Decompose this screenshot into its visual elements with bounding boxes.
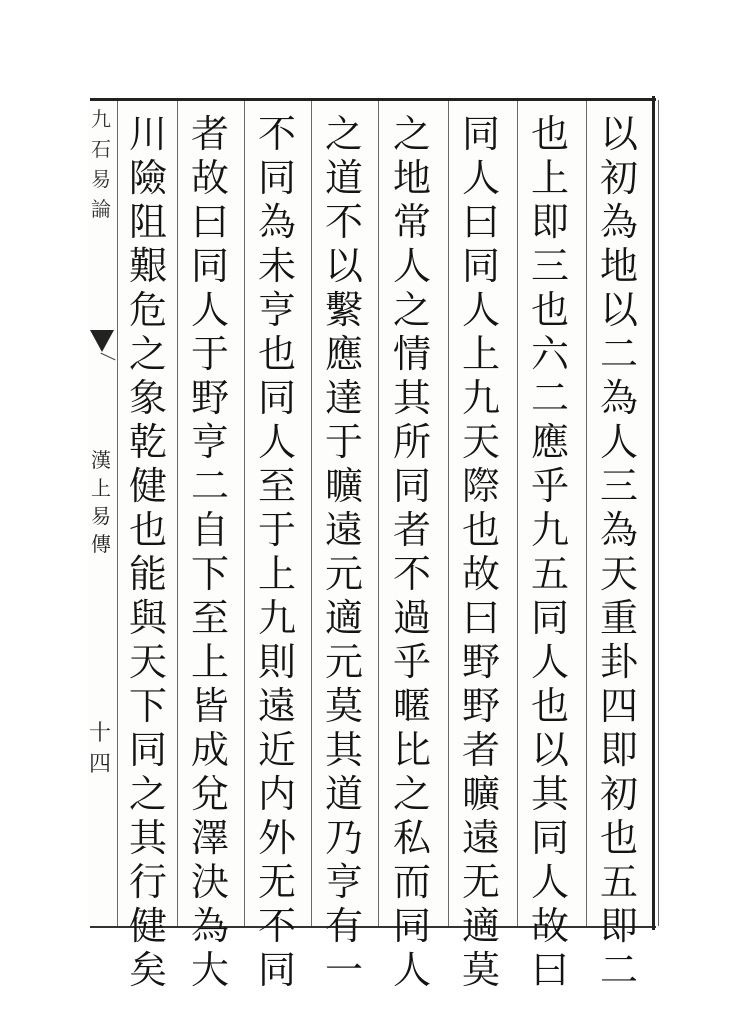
glyph: 兌 <box>190 772 229 816</box>
glyph: 遠 <box>324 508 363 552</box>
glyph: 道 <box>324 156 363 200</box>
glyph: 曠 <box>324 464 363 508</box>
glyph: 為 <box>599 376 638 420</box>
glyph: 元 <box>324 552 363 596</box>
glyph: 阻 <box>128 200 167 244</box>
glyph: 者 <box>392 508 431 552</box>
glyph: 内 <box>257 772 296 816</box>
glyph: 同 <box>257 376 296 420</box>
glyph: 至 <box>190 596 229 640</box>
glyph: 也 <box>599 816 638 860</box>
glyph: 野 <box>190 376 229 420</box>
glyph: 九 <box>461 376 500 420</box>
glyph: 外 <box>257 816 296 860</box>
glyph: 遠 <box>461 816 500 860</box>
glyph: 地 <box>392 156 431 200</box>
glyph: 同 <box>128 728 167 772</box>
glyph: 九 <box>530 508 569 552</box>
glyph: 健 <box>128 464 167 508</box>
glyph: 其 <box>128 816 167 860</box>
glyph: 乃 <box>324 816 363 860</box>
glyph: 下 <box>190 552 229 596</box>
glyph: 至 <box>257 464 296 508</box>
margin-book-title <box>90 446 112 558</box>
glyph: 天 <box>461 420 500 464</box>
glyph: 六 <box>530 332 569 376</box>
glyph: 不 <box>257 112 296 156</box>
glyph: 故 <box>461 552 500 596</box>
glyph: 莫 <box>461 948 500 992</box>
glyph: 地 <box>599 244 638 288</box>
glyph: 一 <box>324 948 363 992</box>
glyph: 應 <box>324 332 363 376</box>
glyph: 皆 <box>190 684 229 728</box>
glyph: 以 <box>599 112 638 156</box>
glyph: 矣 <box>128 948 167 992</box>
glyph: 不 <box>324 200 363 244</box>
glyph: 應 <box>530 420 569 464</box>
text-column-6 <box>245 112 309 992</box>
glyph: 二 <box>599 332 638 376</box>
glyph: 莫 <box>324 684 363 728</box>
glyph: 為 <box>599 508 638 552</box>
glyph: 于 <box>190 332 229 376</box>
text-column-5 <box>312 112 376 992</box>
glyph: 上 <box>91 476 111 500</box>
glyph: 野 <box>461 684 500 728</box>
glyph: 近 <box>257 728 296 772</box>
glyph: 上 <box>461 332 500 376</box>
glyph: 初 <box>599 156 638 200</box>
glyph: 與 <box>128 596 167 640</box>
glyph: 能 <box>128 552 167 596</box>
glyph: 上 <box>530 156 569 200</box>
glyph: 乎 <box>530 464 569 508</box>
glyph: 人 <box>461 156 500 200</box>
glyph: 常 <box>392 200 431 244</box>
glyph: 重 <box>599 596 638 640</box>
glyph: 同 <box>530 596 569 640</box>
glyph: 五 <box>599 860 638 904</box>
text-column-3 <box>449 112 513 992</box>
glyph: 即 <box>599 728 638 772</box>
glyph: 為 <box>257 200 296 244</box>
glyph: 九 <box>91 107 111 131</box>
glyph: 故 <box>530 904 569 948</box>
glyph: 而 <box>392 860 431 904</box>
glyph: 二 <box>190 464 229 508</box>
glyph: 同 <box>392 904 431 948</box>
glyph: 人 <box>190 288 229 332</box>
glyph: 論 <box>91 197 111 221</box>
glyph: 元 <box>324 640 363 684</box>
glyph: 初 <box>599 772 638 816</box>
glyph: 同 <box>461 244 500 288</box>
glyph: 五 <box>530 552 569 596</box>
glyph: 三 <box>530 244 569 288</box>
glyph: 人 <box>599 420 638 464</box>
glyph: 四 <box>599 684 638 728</box>
glyph: 成 <box>190 728 229 772</box>
glyph: 者 <box>461 728 500 772</box>
glyph: 情 <box>392 332 431 376</box>
glyph: 也 <box>530 684 569 728</box>
glyph: 之 <box>128 332 167 376</box>
glyph: 川 <box>128 112 167 156</box>
glyph: 也 <box>461 508 500 552</box>
glyph: 无 <box>461 860 500 904</box>
text-column-1 <box>587 112 651 992</box>
glyph: 漢 <box>91 448 111 472</box>
glyph: 為 <box>599 200 638 244</box>
glyph: 適 <box>324 596 363 640</box>
glyph: 曰 <box>530 948 569 992</box>
glyph: 人 <box>257 420 296 464</box>
glyph: 之 <box>392 772 431 816</box>
glyph: 以 <box>324 244 363 288</box>
glyph: 于 <box>324 420 363 464</box>
glyph: 天 <box>128 640 167 684</box>
glyph: 私 <box>392 816 431 860</box>
glyph: 故 <box>190 156 229 200</box>
glyph: 大 <box>190 948 229 992</box>
glyph: 也 <box>530 288 569 332</box>
frame-right-inner-border <box>658 100 659 926</box>
glyph: 以 <box>599 288 638 332</box>
glyph: 之 <box>324 112 363 156</box>
glyph: 三 <box>599 464 638 508</box>
glyph: 乾 <box>128 420 167 464</box>
text-column-7 <box>178 112 242 992</box>
glyph: 不 <box>257 904 296 948</box>
glyph: 二 <box>599 948 638 992</box>
glyph: 不 <box>392 552 431 596</box>
glyph: 九 <box>257 596 296 640</box>
glyph: 為 <box>190 904 229 948</box>
glyph: 決 <box>190 860 229 904</box>
glyph: 无 <box>257 860 296 904</box>
glyph: 比 <box>392 728 431 772</box>
glyph: 者 <box>190 112 229 156</box>
glyph: 繫 <box>324 288 363 332</box>
glyph: 自 <box>190 508 229 552</box>
glyph: 上 <box>257 552 296 596</box>
glyph: 上 <box>190 640 229 684</box>
frame-right-border <box>652 96 655 930</box>
margin-title <box>90 104 112 224</box>
glyph: 下 <box>128 684 167 728</box>
glyph: 有 <box>324 904 363 948</box>
glyph: 也 <box>257 332 296 376</box>
glyph: 同 <box>190 244 229 288</box>
glyph: 其 <box>324 728 363 772</box>
glyph: 也 <box>128 508 167 552</box>
glyph: 人 <box>392 244 431 288</box>
glyph: 同 <box>392 464 431 508</box>
glyph: 人 <box>530 640 569 684</box>
glyph: 乎 <box>392 640 431 684</box>
frame-top-border <box>90 98 656 101</box>
glyph: 亨 <box>190 420 229 464</box>
glyph: 之 <box>128 772 167 816</box>
text-column-4 <box>380 112 444 992</box>
glyph: 健 <box>128 904 167 948</box>
glyph: 野 <box>461 640 500 684</box>
glyph: 易 <box>91 504 111 528</box>
glyph: 同 <box>257 156 296 200</box>
glyph: 曠 <box>461 772 500 816</box>
glyph: 過 <box>392 596 431 640</box>
glyph: 澤 <box>190 816 229 860</box>
glyph: 人 <box>392 948 431 992</box>
glyph: 之 <box>392 112 431 156</box>
glyph: 際 <box>461 464 500 508</box>
text-column-2 <box>518 112 582 992</box>
glyph: 險 <box>128 156 167 200</box>
glyph: 未 <box>257 244 296 288</box>
glyph: 所 <box>392 420 431 464</box>
glyph: 適 <box>461 904 500 948</box>
glyph: 二 <box>530 376 569 420</box>
glyph: 于 <box>257 508 296 552</box>
glyph: 人 <box>530 860 569 904</box>
glyph: 曰 <box>461 596 500 640</box>
glyph: 象 <box>128 376 167 420</box>
glyph: 亨 <box>257 288 296 332</box>
glyph: 以 <box>530 728 569 772</box>
glyph: 之 <box>392 288 431 332</box>
margin-page-number: 十四 <box>88 721 111 777</box>
glyph: 卦 <box>599 640 638 684</box>
glyph: 亨 <box>324 860 363 904</box>
glyph: 曰 <box>461 200 500 244</box>
glyph: 同 <box>530 816 569 860</box>
glyph: 艱 <box>128 244 167 288</box>
glyph: 石 <box>91 137 111 161</box>
glyph: 其 <box>392 376 431 420</box>
glyph: 同 <box>461 112 500 156</box>
glyph: 同 <box>257 948 296 992</box>
glyph: 暱 <box>392 684 431 728</box>
glyph: 行 <box>128 860 167 904</box>
glyph: 道 <box>324 772 363 816</box>
glyph: 即 <box>599 904 638 948</box>
column-rule <box>378 101 379 926</box>
glyph: 人 <box>461 288 500 332</box>
glyph: 則 <box>257 640 296 684</box>
glyph: 易 <box>91 167 111 191</box>
glyph: 也 <box>530 112 569 156</box>
glyph: 遠 <box>257 684 296 728</box>
glyph: 危 <box>128 288 167 332</box>
glyph: 其 <box>530 772 569 816</box>
glyph: 傳 <box>91 532 111 556</box>
glyph: 即 <box>530 200 569 244</box>
fishtail-mark-icon <box>90 330 114 352</box>
glyph: 天 <box>599 552 638 596</box>
glyph: 曰 <box>190 200 229 244</box>
text-column-8 <box>116 112 180 992</box>
glyph: 達 <box>324 376 363 420</box>
